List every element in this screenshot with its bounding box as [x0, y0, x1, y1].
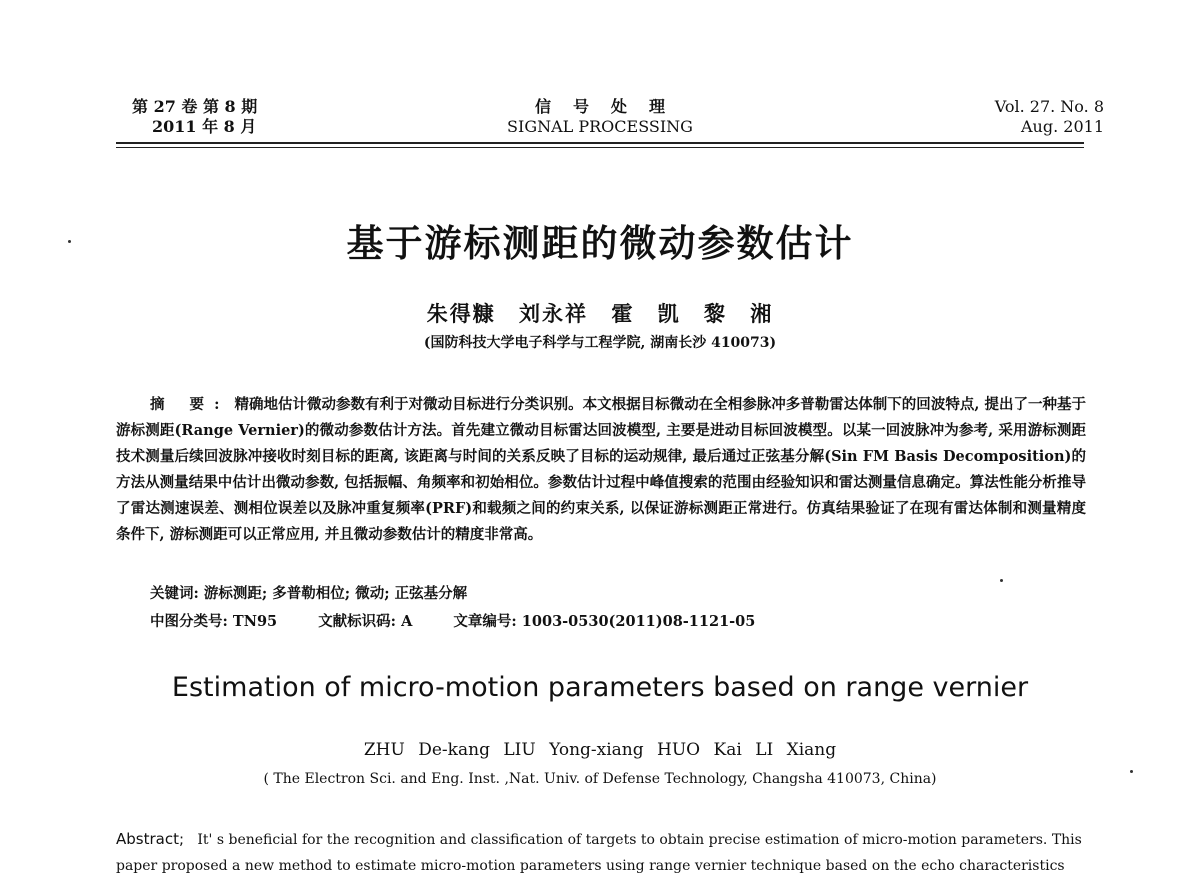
- authors-en: ZHU De-kang LIU Yong-xiang HUO Kai LI Xiang: [363, 740, 837, 760]
- journal-name-cn: 信号处理: [534, 97, 687, 116]
- scan-speck: [1000, 579, 1003, 582]
- volume-issue: 第 27 卷 第 8 期: [132, 97, 258, 116]
- keywords-cn: 关键词: 游标测距; 多普勒相位; 微动; 正弦基分解: [150, 585, 468, 602]
- paper-title-cn: 基于游标测距的微动参数估计: [346, 222, 854, 265]
- article-number: 文章编号: 1003-0530(2011)08-1121-05: [453, 613, 756, 630]
- affiliation-en: ( The Electron Sci. and Eng. Inst. ,Nat. Univ. of Defense Technology, Changsha 410073, China): [263, 771, 937, 787]
- volume-info-en: [995, 97, 1104, 137]
- journal-name-en: SIGNAL PROCESSING: [507, 117, 693, 136]
- abstract-text-cn: 精确地估计微动参数有利于对微动目标进行分类识别。本文根据目标微动在全相参脉冲多普勒雷达体制下的回波特点, 提出了一种基于游标测距(Range Vernier)的微动参数估计方法。首先建立微动目标雷达回波模型, 主要是进动目标回波模型。以某一回波脉冲为参考, 采用游标测距技术测量后续回波脉冲接收时刻目标的距离, 该距离与时间的关系反映了目标的运动规律, 最后通过正弦基分解(Sin FM Basis Decomposition)的方法从测量结果中估计出微动参数, 包括振幅、角频率和初始相位。参数估计过程中峰值搜索的范围由经验知识和雷达测量信息确定。算法性能分析推导了雷达测速误差、测相位误差以及脉冲重复频率(PRF)和载频之间的约束关系, 以保证游标测距正常进行。仿真结果验证了在现有雷达体制和测量精度条件下, 游标测距可以正常应用, 并且微动参数估计的精度非常高。: [116, 396, 1086, 543]
- scan-speck: [1130, 770, 1133, 773]
- document-code: 文献标识码: A: [318, 613, 413, 630]
- abstract-cn: [116, 392, 1086, 548]
- publication-date: Aug. 2011: [1021, 117, 1104, 136]
- paper-title-en: Estimation of micro-motion parameters based on range vernier: [171, 672, 1029, 703]
- header-rule-thick: [116, 142, 1084, 144]
- affiliation-cn: (国防科技大学电子科学与工程学院, 湖南长沙 410073): [423, 335, 777, 351]
- header-rule-thin: [116, 147, 1084, 148]
- clc-number: 中图分类号: TN95: [150, 613, 278, 630]
- abstract-en: [116, 826, 1084, 879]
- abstract-text-en: It' s beneficial for the recognition and classification of targets to obtain precise estimation of micro-motion parameters. This paper proposed a new method to estimate micro-motion parameters using range vernier technique based on the echo characteristics: [116, 832, 1082, 874]
- scan-speck: [68, 240, 71, 243]
- volume-number: Vol. 27. No. 8: [994, 97, 1104, 116]
- abstract-label-en: Abstract;: [116, 830, 185, 848]
- authors-cn: 朱得糠 刘永祥 霍 凯 黎 湘: [426, 301, 774, 326]
- classification-line: [150, 610, 791, 634]
- issue-date: 2011 年 8 月: [152, 117, 257, 136]
- abstract-label-cn: 摘 要:: [150, 396, 230, 413]
